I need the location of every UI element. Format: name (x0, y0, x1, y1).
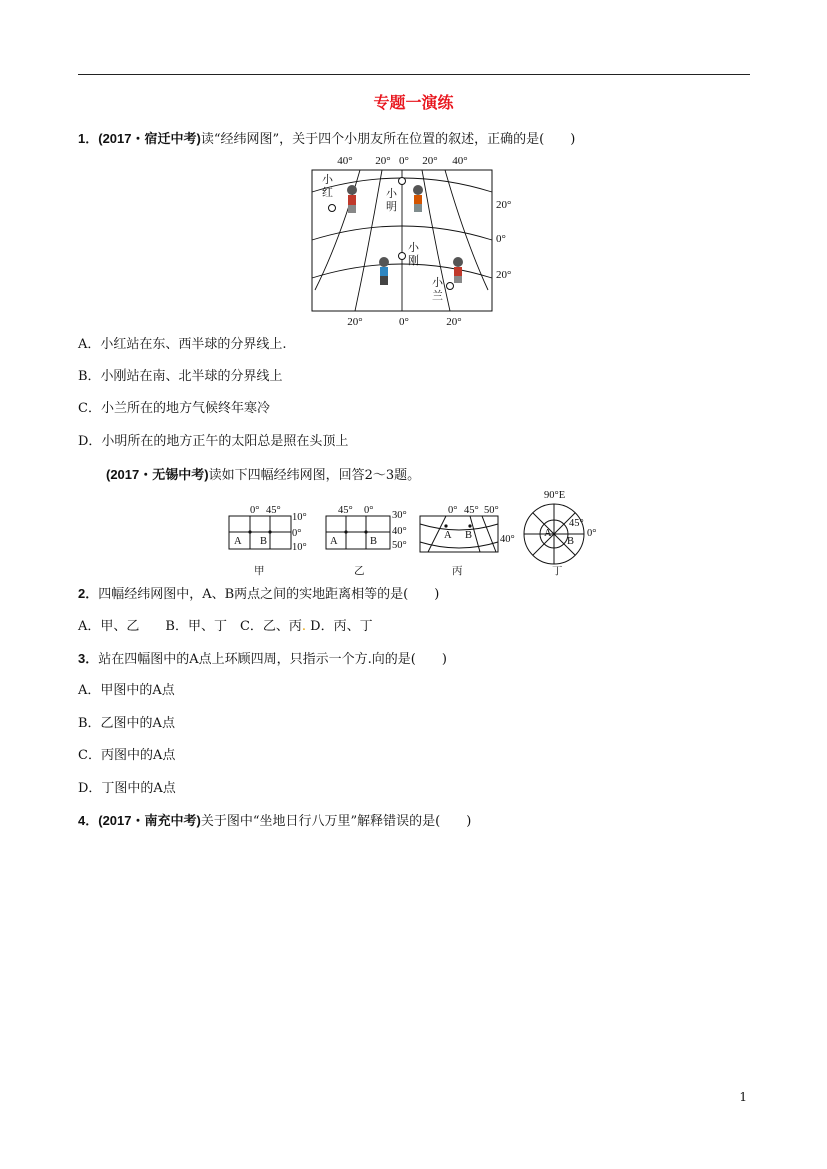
bottom-label-0: 0° (399, 316, 409, 328)
yi-right-30: 30° (392, 510, 407, 521)
svg-text:兰: 兰 (432, 290, 443, 302)
option-a: A．甲图中的A点 (78, 683, 175, 698)
jia-top-0: 0° (250, 505, 260, 516)
jia-label: 甲 (254, 566, 265, 577)
options-part-a: A．甲、乙 B．甲、丁 C．乙、丙 (78, 619, 302, 634)
yi-top-45: 45° (338, 505, 353, 516)
intro-2-3 (106, 467, 420, 484)
point-xiaoming (399, 178, 406, 185)
ding-point-a: A (544, 528, 552, 539)
question-text: 站在四幅图中的A点上环顾四周，只指示一个方.向的是( ) (98, 652, 447, 667)
question-number: 4． (78, 813, 99, 828)
yi-right-40: 40° (392, 526, 407, 537)
bing-frame (420, 516, 498, 552)
right-label-20n: 20° (496, 199, 512, 211)
ding-inner-0: 0° (587, 528, 597, 539)
cartoon-kids (347, 185, 463, 285)
svg-text:红: 红 (322, 187, 333, 199)
options-part-b: D．丙、丁 (306, 619, 373, 634)
meridian-line (355, 170, 382, 311)
question-number: 1． (78, 131, 99, 146)
question-4 (78, 813, 471, 830)
top-label-40e: 40° (452, 155, 468, 167)
option-a: A．小红站在东、西半球的分界线上. (78, 337, 287, 352)
yi-label: 乙 (354, 566, 365, 577)
yi-top-0: 0° (364, 505, 374, 516)
kid-label-xiaohong: 小 (322, 174, 333, 186)
page-title: 专题一演练 (373, 93, 454, 112)
yi-point-a: A (330, 536, 338, 547)
page-number: 1 (739, 1090, 747, 1104)
option-d: D．小明所在的地方正午的太阳总是照在头顶上 (78, 434, 349, 449)
question-source: (2017・南充中考) (98, 813, 201, 828)
bing-top-45: 45° (464, 505, 479, 516)
option-c: C．丙图中的A点 (78, 748, 176, 763)
ding-inner-45: 45° (569, 518, 584, 529)
graticule-figure-2 (224, 486, 614, 578)
svg-text:明: 明 (386, 201, 397, 213)
kid-label-xiaogang: 小 (408, 242, 419, 254)
bottom-label-20w: 20° (347, 316, 363, 328)
yi-right-50: 50° (392, 540, 407, 551)
stray-dot: . (301, 619, 307, 634)
top-label-40w: 40° (337, 155, 353, 167)
svg-text:刚: 刚 (408, 255, 419, 267)
bing-label: 丙 (452, 566, 463, 577)
question-number: 2． (78, 586, 99, 601)
question-text: 读“经纬网图”，关于四个小朋友所在位置的叙述，正确的是( ) (200, 132, 576, 147)
option-b: B．乙图中的A点 (78, 716, 175, 731)
bing-top-0: 0° (448, 505, 458, 516)
question-text: 关于图中“坐地日行八万里”解释错误的是( ) (200, 814, 472, 829)
kid-label-xiaolan: 小 (432, 277, 443, 289)
yi-point-b: B (370, 536, 378, 547)
bing-right-40: 40° (500, 534, 515, 545)
header-rule (78, 74, 750, 75)
ding-top-90e: 90°E (544, 490, 566, 501)
point-xiaogang (399, 253, 406, 260)
option-b: B．小刚站在南、北半球的分界线上 (78, 369, 283, 384)
top-label-20w: 20° (375, 155, 391, 167)
kid-label-xiaoming: 小 (386, 188, 397, 200)
bottom-label-20e: 20° (446, 316, 462, 328)
point-xiaohong (329, 205, 336, 212)
right-label-20s: 20° (496, 269, 512, 281)
intro-source: (2017・无锡中考) (106, 467, 209, 482)
bing-point-b: B (465, 530, 473, 541)
jia-right-10n: 10° (292, 512, 307, 523)
option-d: D．丁图中的A点 (78, 781, 176, 796)
ding-point-b: B (567, 536, 575, 547)
jia-right-0: 0° (292, 528, 302, 539)
option-c: C．小兰所在的地方气候终年寒冷 (78, 401, 270, 416)
question-source: (2017・宿迁中考) (98, 131, 201, 146)
ding-label: 丁 (552, 566, 563, 577)
graticule-figure-1 (300, 150, 520, 330)
jia-top-45: 45° (266, 505, 281, 516)
point-xiaolan (447, 283, 454, 290)
jia-right-10s: 10° (292, 542, 307, 553)
top-label-20e: 20° (422, 155, 438, 167)
intro-text: 读如下四幅经纬网图，回答2～3题。 (208, 468, 421, 483)
question-1 (78, 131, 575, 148)
jia-point-b: B (260, 536, 268, 547)
question-number: 3． (78, 651, 99, 666)
bing-top-50: 50° (484, 505, 499, 516)
question-2-options (78, 619, 373, 635)
right-label-0: 0° (496, 233, 506, 245)
jia-point-a: A (234, 536, 242, 547)
question-3 (78, 651, 447, 668)
question-2 (78, 586, 439, 603)
question-text: 四幅经纬网图中，A、B两点之间的实地距离相等的是( ) (98, 587, 440, 602)
top-label-0: 0° (399, 155, 409, 167)
bing-point-a: A (444, 530, 452, 541)
